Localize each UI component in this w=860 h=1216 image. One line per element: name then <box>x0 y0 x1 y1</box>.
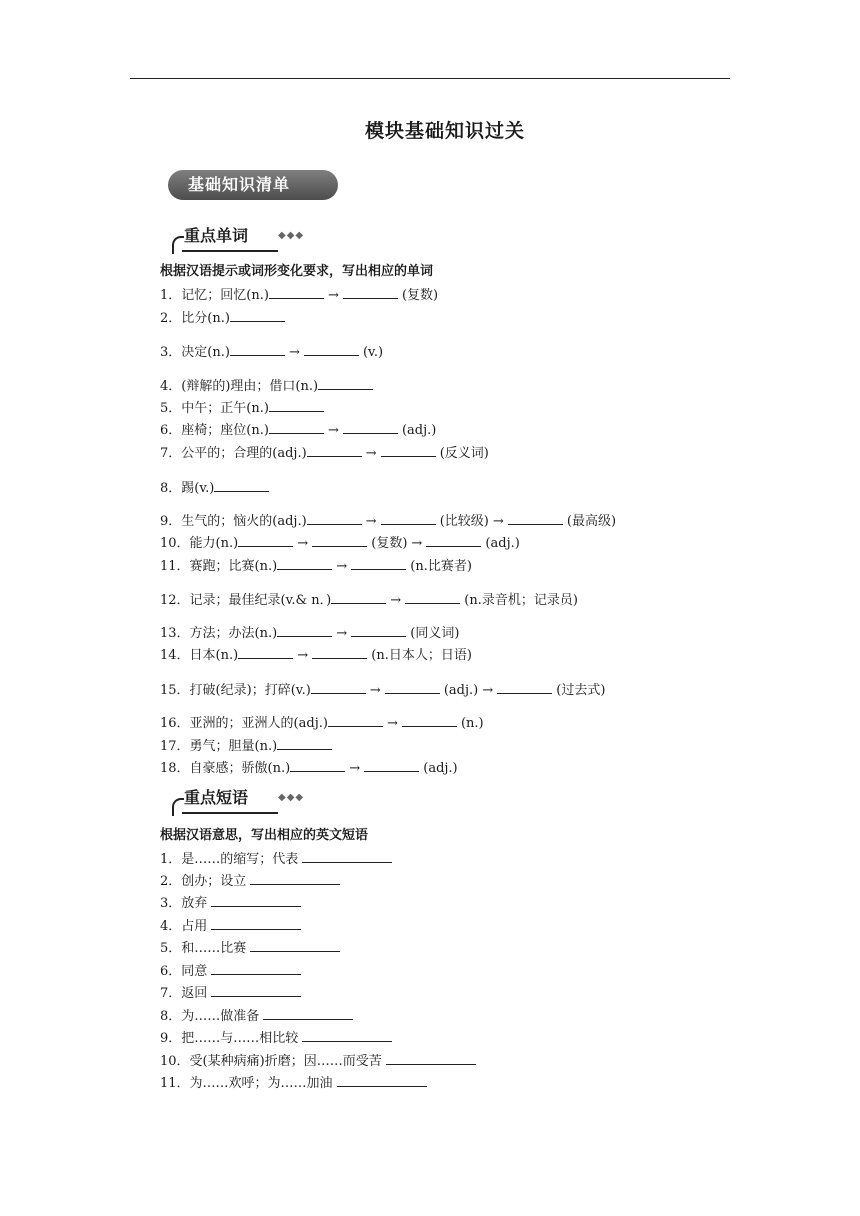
diamond-decor-icon: ◆◆◆ <box>278 792 305 803</box>
form-hint: (复数) <box>397 288 439 303</box>
item-number: 18． <box>160 761 190 776</box>
word-item <box>160 399 324 418</box>
diamond-decor-icon: ◆◆◆ <box>278 230 305 241</box>
answer-blank[interactable] <box>364 759 419 772</box>
form-hint: (adj.) <box>439 683 479 698</box>
item-prompt: 座椅；座位(n.) <box>181 423 269 438</box>
item-prompt: 公平的；合理的(adj.) <box>181 446 307 461</box>
heading-underline <box>182 812 278 814</box>
answer-blank[interactable] <box>311 681 366 694</box>
item-prompt: 决定(n.) <box>181 345 230 360</box>
item-number: 10． <box>160 536 190 551</box>
word-item <box>160 444 489 463</box>
arrow-icon: → <box>349 761 361 776</box>
item-prompt: 记录；最佳纪录(v.& n．) <box>189 593 332 608</box>
item-number: 11． <box>160 1076 190 1091</box>
arrow-icon: → <box>327 288 339 303</box>
phrase-item <box>160 1052 476 1071</box>
item-number: 10． <box>160 1054 190 1069</box>
form-hint: (v.) <box>358 345 384 360</box>
word-item <box>160 624 459 643</box>
phrase-item <box>160 984 301 1003</box>
form-hint: (最高级) <box>562 514 617 529</box>
answer-blank[interactable] <box>277 624 332 637</box>
answer-blank[interactable] <box>402 714 457 727</box>
answer-blank[interactable] <box>304 343 359 356</box>
answer-blank[interactable] <box>351 557 406 570</box>
answer-blank[interactable] <box>269 399 324 412</box>
item-number: 1． <box>160 852 182 867</box>
item-prompt: 赛跑；比赛(n.) <box>189 559 278 574</box>
item-number: 7． <box>160 446 182 461</box>
answer-blank[interactable] <box>238 534 293 547</box>
arrow-icon: → <box>386 716 398 731</box>
page-title: 模块基础知识过关 <box>364 120 525 142</box>
arrow-icon: → <box>365 514 377 529</box>
item-number: 17． <box>160 739 190 754</box>
answer-blank[interactable] <box>331 591 386 604</box>
answer-blank[interactable] <box>269 286 324 299</box>
answer-blank[interactable] <box>211 894 301 907</box>
answer-blank[interactable] <box>426 534 481 547</box>
word-item <box>160 759 458 778</box>
item-number: 9． <box>160 1031 182 1046</box>
answer-blank[interactable] <box>381 512 436 525</box>
answer-blank[interactable] <box>263 1007 353 1020</box>
item-prompt: 返回 <box>181 986 212 1001</box>
arrow-icon: → <box>297 648 309 663</box>
word-item <box>160 309 285 328</box>
item-number: 8． <box>160 1009 182 1024</box>
item-number: 4． <box>160 919 182 934</box>
answer-blank[interactable] <box>302 1029 392 1042</box>
item-number: 15． <box>160 683 190 698</box>
item-number: 1． <box>160 288 182 303</box>
item-prompt: 和……比赛 <box>181 941 251 956</box>
arrow-icon: → <box>492 514 504 529</box>
answer-blank[interactable] <box>508 512 563 525</box>
item-prompt: 踢(v.) <box>181 481 215 496</box>
arrow-icon: → <box>411 536 423 551</box>
word-item <box>160 479 269 498</box>
form-hint: (adj.) <box>397 423 437 438</box>
arrow-icon: → <box>482 683 494 698</box>
item-number: 12． <box>160 593 190 608</box>
answer-blank[interactable] <box>343 421 398 434</box>
answer-blank[interactable] <box>307 512 362 525</box>
item-prompt: 方法；办法(n.) <box>189 626 278 641</box>
item-prompt: 记忆；回忆(n.) <box>181 288 269 303</box>
phrase-item <box>160 939 340 958</box>
item-prompt: 能力(n.) <box>189 536 239 551</box>
phrases-heading-label: 重点短语 <box>184 788 249 807</box>
item-number: 6． <box>160 964 182 979</box>
answer-blank[interactable] <box>290 759 345 772</box>
answer-blank[interactable] <box>386 1052 476 1065</box>
form-hint: (比较级) <box>435 514 489 529</box>
arrow-icon: → <box>336 626 348 641</box>
answer-blank[interactable] <box>211 984 301 997</box>
item-number: 16． <box>160 716 190 731</box>
answer-blank[interactable] <box>337 1074 427 1087</box>
answer-blank[interactable] <box>277 737 332 750</box>
item-number: 6． <box>160 423 182 438</box>
word-item <box>160 681 605 700</box>
answer-blank[interactable] <box>214 479 269 492</box>
item-number: 3． <box>160 345 182 360</box>
item-prompt: (辩解的)理由；借口(n.) <box>181 379 319 394</box>
item-number: 13． <box>160 626 190 641</box>
item-number: 8． <box>160 481 182 496</box>
answer-blank[interactable] <box>405 591 460 604</box>
word-item <box>160 421 436 440</box>
word-item <box>160 737 332 756</box>
form-hint: (同义词) <box>406 626 460 641</box>
answer-blank[interactable] <box>211 962 301 975</box>
item-prompt: 同意 <box>181 964 212 979</box>
answer-blank[interactable] <box>302 850 392 863</box>
form-hint: (复数) <box>367 536 408 551</box>
answer-blank[interactable] <box>343 286 398 299</box>
answer-blank[interactable] <box>381 444 436 457</box>
item-prompt: 占用 <box>181 919 212 934</box>
item-number: 5． <box>160 401 182 416</box>
word-item <box>160 534 520 553</box>
arrow-icon: → <box>297 536 309 551</box>
item-number: 3． <box>160 896 182 911</box>
item-number: 7． <box>160 986 182 1001</box>
word-item <box>160 557 472 576</box>
item-prompt: 生气的；恼火的(adj.) <box>181 514 307 529</box>
item-number: 2． <box>160 311 182 326</box>
phrases-instruction: 根据汉语意思，写出相应的英文短语 <box>160 828 369 843</box>
form-hint: (n.比赛者) <box>406 559 472 574</box>
item-prompt: 日本(n.) <box>189 648 239 663</box>
answer-blank[interactable] <box>250 872 340 885</box>
phrase-item <box>160 894 301 913</box>
form-hint: (n.录音机；记录员) <box>460 593 578 608</box>
answer-blank[interactable] <box>230 343 285 356</box>
answer-blank[interactable] <box>269 421 324 434</box>
item-prompt: 放弃 <box>181 896 212 911</box>
answer-blank[interactable] <box>312 646 367 659</box>
answer-blank[interactable] <box>497 681 552 694</box>
answer-blank[interactable] <box>250 939 340 952</box>
arrow-icon: → <box>336 559 348 574</box>
form-hint: (过去式) <box>552 683 606 698</box>
item-prompt: 比分(n.) <box>181 311 230 326</box>
item-number: 5． <box>160 941 182 956</box>
phrase-item <box>160 850 392 869</box>
answer-blank[interactable] <box>211 917 301 930</box>
answer-blank[interactable] <box>312 534 367 547</box>
word-item <box>160 286 438 305</box>
word-item <box>160 343 383 362</box>
form-hint: (adj.) <box>481 536 520 551</box>
word-item <box>160 714 484 733</box>
answer-blank[interactable] <box>307 444 362 457</box>
answer-blank[interactable] <box>318 377 373 390</box>
word-item <box>160 591 578 610</box>
answer-blank[interactable] <box>328 714 383 727</box>
arrow-icon: → <box>390 593 402 608</box>
phrase-item <box>160 917 301 936</box>
top-rule <box>130 78 730 79</box>
answer-blank[interactable] <box>385 681 440 694</box>
answer-blank[interactable] <box>351 624 406 637</box>
item-number: 14． <box>160 648 190 663</box>
form-hint: (反义词) <box>435 446 489 461</box>
item-number: 2． <box>160 874 182 889</box>
words-heading-label: 重点单词 <box>184 226 249 245</box>
item-prompt: 亚洲的；亚洲人的(adj.) <box>189 716 328 731</box>
item-prompt: 中午；正午(n.) <box>181 401 269 416</box>
phrase-item <box>160 872 340 891</box>
arrow-icon: → <box>369 683 381 698</box>
item-number: 11． <box>160 559 190 574</box>
item-prompt: 受(某种病痛)折磨；因……而受苦 <box>189 1054 386 1069</box>
item-number: 4． <box>160 379 182 394</box>
phrase-item <box>160 1029 392 1048</box>
section-banner: 基础知识清单 <box>168 170 338 200</box>
form-hint: (adj.) <box>419 761 458 776</box>
answer-blank[interactable] <box>230 309 285 322</box>
words-instruction: 根据汉语提示或词形变化要求，写出相应的单词 <box>160 264 434 279</box>
item-prompt: 创办；设立 <box>181 874 251 889</box>
item-prompt: 把……与……相比较 <box>181 1031 303 1046</box>
form-hint: (n.) <box>456 716 484 731</box>
arrow-icon: → <box>365 446 377 461</box>
answer-blank[interactable] <box>238 646 293 659</box>
item-prompt: 勇气；胆量(n.) <box>189 739 278 754</box>
phrase-item <box>160 1074 427 1093</box>
word-item <box>160 377 373 396</box>
item-prompt: 为……欢呼；为……加油 <box>189 1076 337 1091</box>
word-item <box>160 512 616 531</box>
answer-blank[interactable] <box>277 557 332 570</box>
item-prompt: 自豪感；骄傲(n.) <box>189 761 291 776</box>
arrow-icon: → <box>288 345 300 360</box>
item-prompt: 打破(纪录)；打碎(v.) <box>189 683 311 698</box>
phrase-item <box>160 962 301 981</box>
item-prompt: 为……做准备 <box>181 1009 264 1024</box>
word-item <box>160 646 472 665</box>
phrase-item <box>160 1007 353 1026</box>
form-hint: (n.日本人；日语) <box>367 648 472 663</box>
item-number: 9． <box>160 514 182 529</box>
heading-underline <box>182 250 278 252</box>
arrow-icon: → <box>327 423 339 438</box>
item-prompt: 是……的缩写；代表 <box>181 852 303 867</box>
